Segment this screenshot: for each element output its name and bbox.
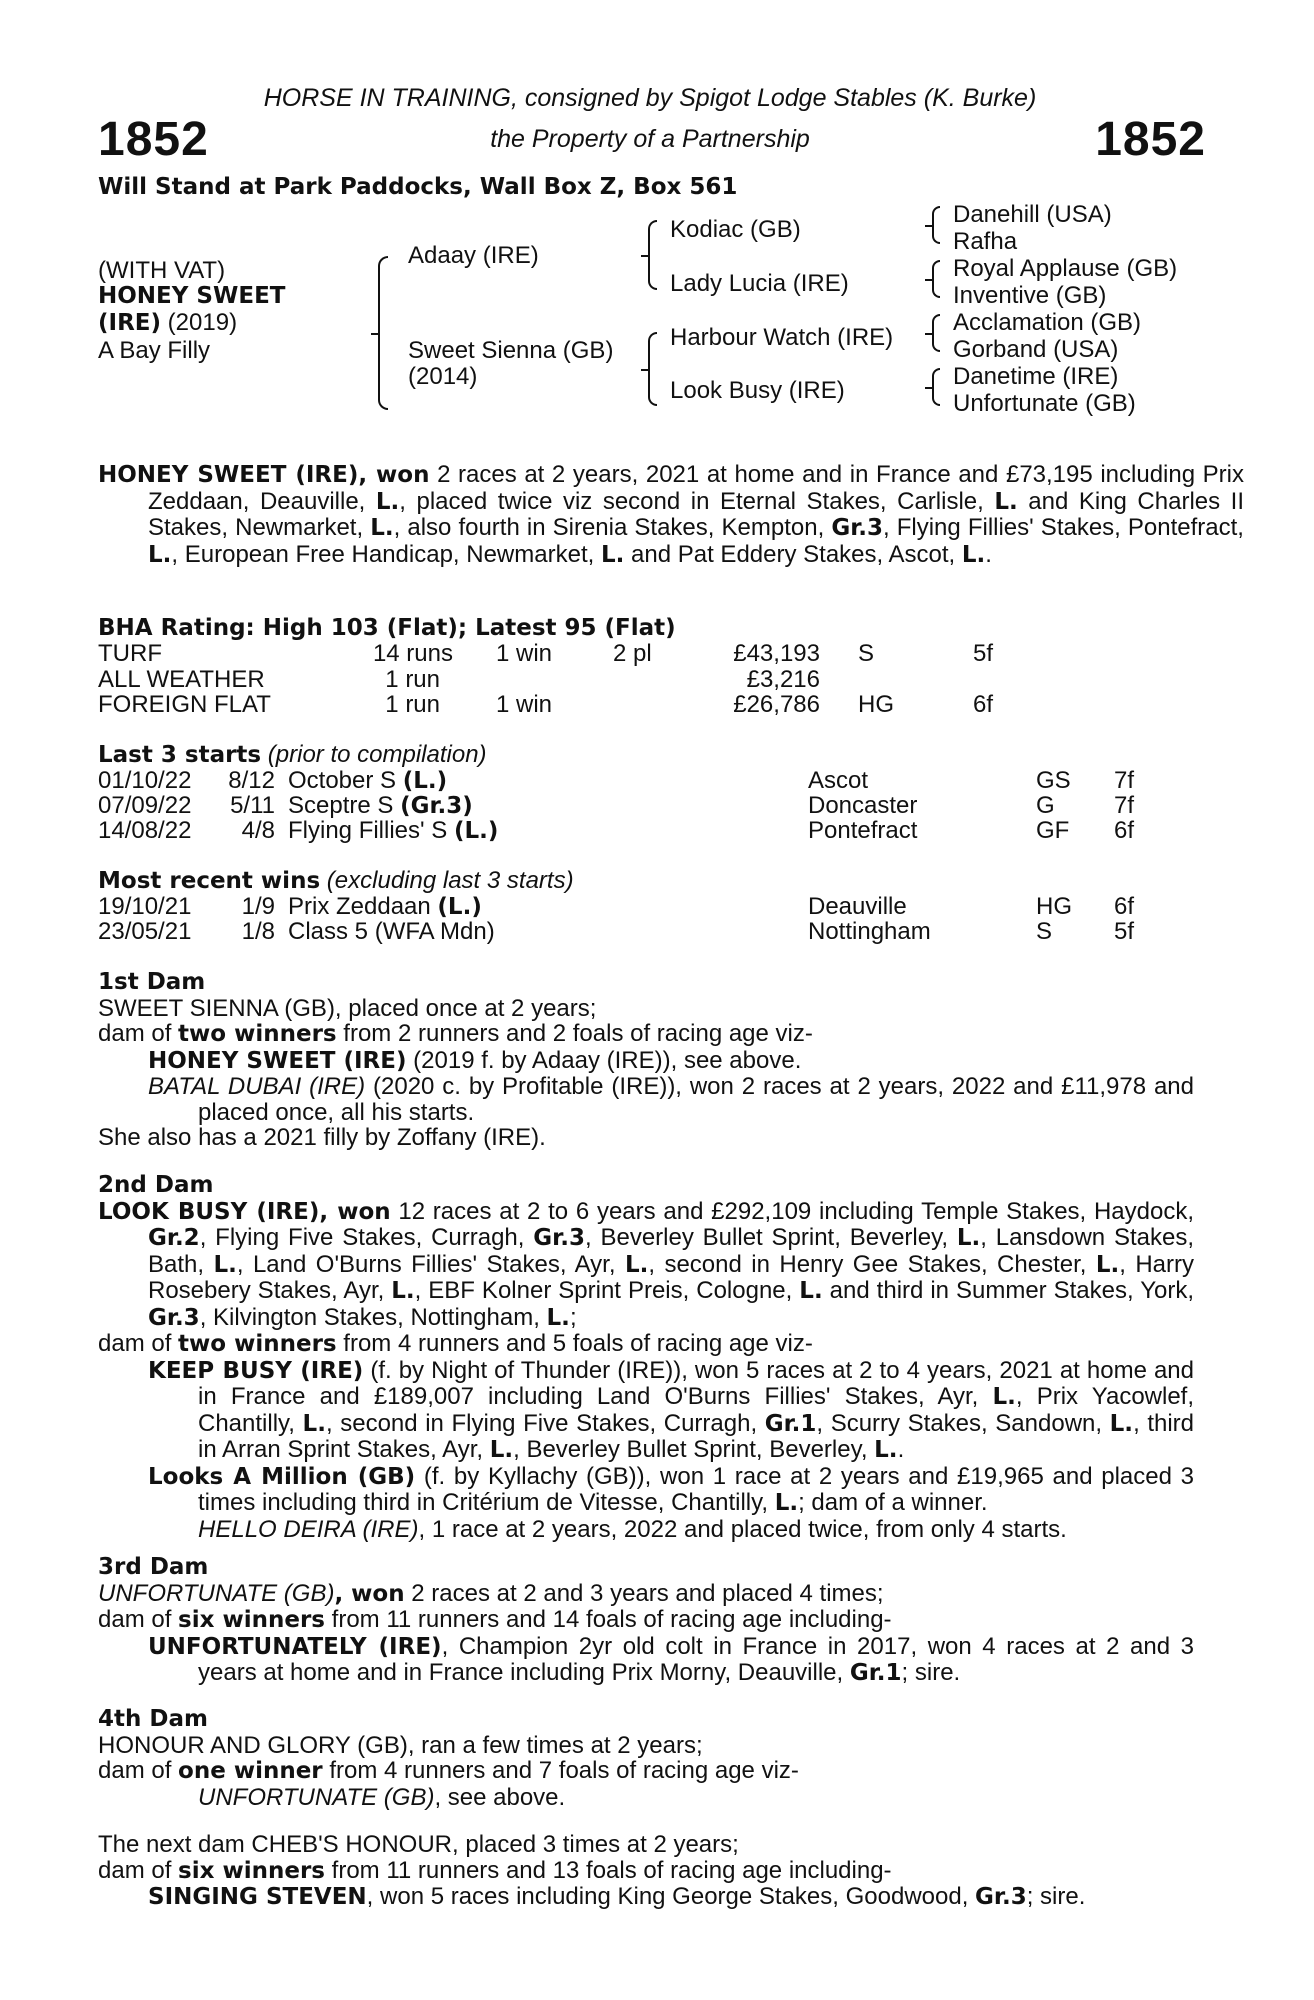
sire-dam: Lady Lucia (IRE) [670, 270, 849, 297]
sire-name: Adaay (IRE) [408, 242, 539, 269]
dam-sire: Harbour Watch (IRE) [670, 324, 894, 351]
horse-name: HONEY SWEET [98, 283, 286, 309]
brace-g3-4 [932, 368, 940, 406]
g3-ssd: Rafha [953, 228, 1018, 255]
last-starts-table: 01/10/22 8/12 October S (L.) Ascot GS 7f 07/09/22 5/11 Sceptre S (Gr.3) Doncaster G 7f 14/08/22 4/8 Flying Fillies' S (L.) Pontefract GF 6f [98, 767, 1135, 844]
first-dam-also: She also has a 2021 filly by Zoffany (IRE). [98, 1124, 546, 1151]
property-title: the Property of a Partnership [490, 125, 810, 153]
third-dam-section [98, 1555, 1194, 1687]
brace-sire [648, 220, 657, 290]
bha-rating-heading: BHA Rating: High 103 (Flat); Latest 95 (Flat) [98, 615, 676, 641]
vat-note: (WITH VAT) [98, 257, 226, 284]
brace-g3-2 [932, 260, 940, 298]
horse-name-country-year: (IRE) (2019) [98, 309, 238, 336]
race-summary: HONEY SWEET (IRE), won 2 races at 2 years, 2021 at home and in France and £73,195 including Prix Zeddaan, Deauville, L., placed twice viz second in Eternal Stakes, Carlisle, L. and King Charles II Stakes, Newmarket, L., also fourth in Sirenia Stakes, Kempton, Gr.3, Flying Fillies' Stakes, Pontefract, L., European Free Handicap, Newmarket, L. and Pat Eddery Stakes, Ascot, L.. [98, 461, 1245, 568]
next-dam-section [98, 1832, 1194, 1911]
record-table: TURF 14 runs 1 win 2 pl £43,193 S 5f ALL WEATHER 1 run £3,216 FOREIGN FLAT 1 run 1 win £26,786 HG 6f [98, 640, 994, 718]
first-dam-heading: 1st Dam [98, 969, 206, 995]
g3-dds: Danetime (IRE) [953, 363, 1119, 390]
produce-singing-steven: SINGING STEVEN, won 5 races including King George Stakes, Goodwood, Gr.3; sire. [148, 1883, 1086, 1910]
recent-wins-table: 19/10/21 1/9 Prix Zeddaan (L.) Deauville HG 6f 23/05/21 1/8 Class 5 (WFA Mdn) Nottingham S 5f [98, 893, 1135, 945]
lot-number-right: 1852 [1095, 113, 1206, 166]
produce-unfortunately: UNFORTUNATELY (IRE), Champion 2yr old colt in France in 2017, won 4 races at 2 and 3 years at home and in France including Prix Morny, Deauville, Gr.1; sire. [148, 1632, 1194, 1686]
g3-ddd: Unfortunate (GB) [953, 390, 1136, 417]
first-dam-section [98, 970, 1194, 1151]
produce-unfortunate: UNFORTUNATE (GB), see above. [198, 1783, 566, 1811]
fourth-dam-heading: 4th Dam [98, 1706, 208, 1732]
last-starts-heading: Last 3 starts (prior to compilation) [98, 741, 487, 768]
dam-year: (2014) [408, 363, 478, 390]
fourth-dam-produce-line: dam of one winner from 4 runners and 7 foals of racing age viz- [98, 1757, 799, 1784]
second-dam-heading: 2nd Dam [98, 1172, 214, 1198]
horse-description: A Bay Filly [98, 337, 211, 364]
first-dam-produce-line: dam of two winners from 2 runners and 2 foals of racing age viz- [98, 1020, 813, 1047]
g3-sds: Royal Applause (GB) [953, 255, 1178, 282]
second-dam-section [98, 1173, 1194, 1542]
dam-dam: Look Busy (IRE) [670, 377, 845, 404]
third-dam-record: UNFORTUNATE (GB), won 2 races at 2 and 3 years and placed 4 times; [98, 1579, 884, 1607]
brace-g3-1 [932, 206, 940, 244]
sire-sire: Kodiac (GB) [670, 216, 801, 243]
brace-gen1 [378, 256, 388, 410]
second-dam-produce-line: dam of two winners from 4 runners and 5 foals of racing age viz- [98, 1330, 813, 1357]
fourth-dam-line: HONOUR AND GLORY (GB), ran a few times at 2 years; [98, 1731, 703, 1759]
second-dam-record: LOOK BUSY (IRE), won 12 races at 2 to 6 years and £292,109 including Temple Stakes, Haydock, Gr.2, Flying Five Stakes, Curragh, Gr.3, Beverley Bullet Sprint, Beverley, L., Lansdown Stakes, Bath, L., Land O'Burns Fillies' Stakes, Ayr, L., second in Henry Gee Stakes, Chester, L., Harry Rosebery Stakes, Ayr, L., EBF Kolner Sprint Preis, Cologne, L. and third in Summer Stakes, York, Gr.3, Kilvington Stakes, Nottingham, L.; [98, 1197, 1195, 1331]
produce-looks-a-million: Looks A Million (GB) (f. by Kyllachy (GB)), won 1 race at 2 years and £19,965 and placed 3 times including third in Critérium de Vitesse, Chantilly, L.; dam of a winner. [148, 1462, 1194, 1516]
recent-wins-heading: Most recent wins (excluding last 3 starts) [98, 867, 574, 894]
fourth-dam-section [98, 1707, 1194, 1810]
produce-honey-sweet: HONEY SWEET (IRE) (2019 f. by Adaay (IRE)), see above. [148, 1046, 802, 1074]
produce-keep-busy: KEEP BUSY (IRE) (f. by Night of Thunder (IRE)), won 5 races at 2 to 4 years, 2021 at home and in France and £189,007 including Land O'Burns Fillies' Stakes, Ayr, L., Prix Yacowlef, Chantilly, L., second in Flying Five Stakes, Curragh, Gr.1, Scurry Stakes, Sandown, L., third in Arran Sprint Stakes, Ayr, L., Beverley Bullet Sprint, Beverley, L.. [148, 1356, 1195, 1463]
next-dam-produce-line: dam of six winners from 11 runners and 13 foals of racing age including- [98, 1856, 892, 1884]
third-dam-produce-line: dam of six winners from 11 runners and 14 foals of racing age including- [98, 1606, 892, 1633]
brace-g3-3 [932, 314, 940, 352]
dam-name: Sweet Sienna (GB) [408, 337, 614, 364]
produce-hello-deira: HELLO DEIRA (IRE), 1 race at 2 years, 2022 and placed twice, from only 4 starts. [198, 1515, 1067, 1543]
next-dam-line: The next dam CHEB'S HONOUR, placed 3 times at 2 years; [98, 1831, 739, 1858]
g3-dsd: Gorband (USA) [953, 336, 1119, 363]
brace-dam [648, 332, 657, 406]
g3-sss: Danehill (USA) [953, 201, 1112, 228]
g3-dss: Acclamation (GB) [953, 309, 1142, 336]
lot-number-left: 1852 [98, 113, 209, 166]
stable-location: Will Stand at Park Paddocks, Wall Box Z, Box 561 [98, 174, 738, 200]
produce-batal-dubai: BATAL DUBAI (IRE) (2020 c. by Profitable (IRE)), won 2 races at 2 years, 2022 and £11,978 and placed once, all his starts. [148, 1073, 1194, 1126]
third-dam-heading: 3rd Dam [98, 1554, 209, 1580]
consignor-title: HORSE IN TRAINING, consigned by Spigot Lodge Stables (K. Burke) [263, 84, 1037, 112]
g3-sdd: Inventive (GB) [953, 282, 1107, 309]
first-dam-line: SWEET SIENNA (GB), placed once at 2 years; [98, 994, 597, 1022]
